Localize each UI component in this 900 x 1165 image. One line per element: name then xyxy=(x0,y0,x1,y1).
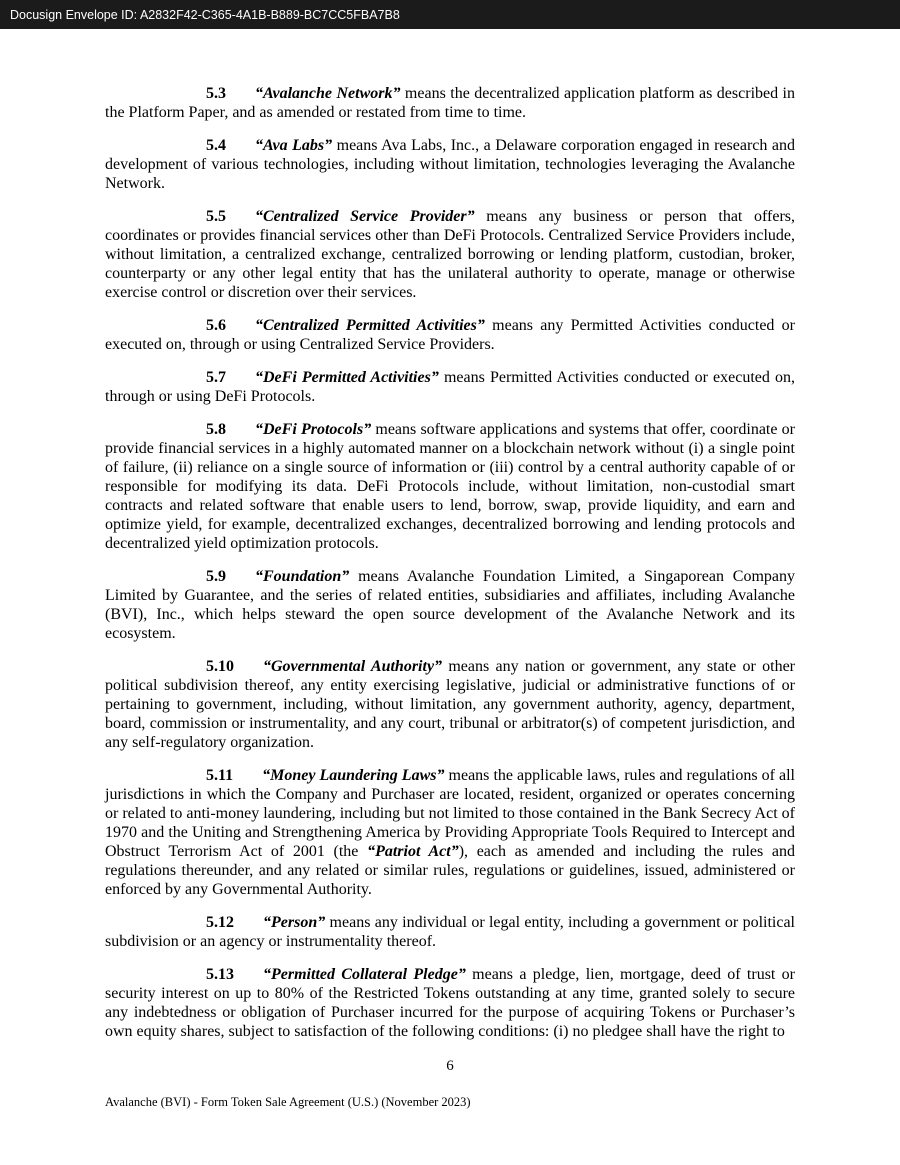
defined-term: “Foundation” xyxy=(255,568,350,585)
section-number: 5.3 xyxy=(206,85,226,102)
defined-term: “Money Laundering Laws” xyxy=(262,767,445,784)
definition-paragraph-5.5 xyxy=(105,207,795,302)
section-number: 5.8 xyxy=(206,421,226,438)
definition-paragraph-5.9 xyxy=(105,567,795,643)
section-number: 5.4 xyxy=(206,137,226,154)
definition-paragraph-5.11 xyxy=(105,766,795,899)
section-number: 5.5 xyxy=(206,208,226,225)
definition-paragraph-5.10 xyxy=(105,657,795,752)
paragraph-text: means a pledge, lien, mortgage, deed of trust or security interest on up to 80% of the Restricted Tokens outstanding at any time, granted solely to secure any indebtedness or obligation of Purchaser incurred for the purpose of acquiring Tokens or Purchaser’s own equity shares, subject to satisfaction of the following conditions: (i) no pledgee shall have the right to xyxy=(105,966,796,1040)
definition-paragraph-5.12 xyxy=(105,913,795,951)
defined-term: “Centralized Service Provider” xyxy=(255,208,475,225)
paragraph-text: means any business or person that offers, coordinates or provides financial services other than DeFi Protocols. Centralized Service Providers include, without limitation, a centralized exchange, centralized borrowing or lending platform, custodian, broker, counterparty or any other legal entity that has the unilateral authority to operate, manage or otherwise exercise control or discretion over their services. xyxy=(105,208,795,301)
defined-term: “Ava Labs” xyxy=(255,137,333,154)
page-number: 6 xyxy=(446,1058,454,1074)
definition-paragraph-5.8 xyxy=(105,420,795,553)
definition-paragraph-5.3 xyxy=(105,84,795,122)
defined-term: “Governmental Authority” xyxy=(263,658,443,675)
section-number: 5.12 xyxy=(206,914,234,931)
paragraph-text: means Permitted Activities conducted or executed on, through or using DeFi Protocols. xyxy=(105,369,796,405)
section-number: 5.10 xyxy=(206,658,234,675)
paragraph-text: means the applicable laws, rules and regulations of all jurisdictions in which the Company and Purchaser are located, resident, organized or operates concerning or related to anti-money laundering, including but not limited to those contained in the Bank Secrecy Act of 1970 and the Uniting and Strengthening America by Providing Appropriate Tools Required to Intercept and Obstruct Terrorism Act of 2001 (the xyxy=(105,767,795,860)
paragraph-text: ), each as amended and including the rules and regulations thereunder, and any related or similar rules, regulations or guidelines, issued, administered or enforced by any Governmental Authority. xyxy=(105,843,796,898)
defined-term: “Patriot Act” xyxy=(367,843,459,860)
section-number: 5.13 xyxy=(206,966,234,983)
section-number: 5.11 xyxy=(206,767,234,784)
section-number: 5.7 xyxy=(206,369,226,386)
paragraph-text: means any nation or government, any state or other political subdivision thereof, any entity exercising legislative, judicial or administrative functions of or pertaining to government, including, without limitation, any government authority, agency, department, board, commission or instrumentality, and any court, tribunal or arbitrator(s) of competent jurisdiction, and any self-regulatory organization. xyxy=(105,658,795,751)
definition-paragraph-5.7 xyxy=(105,368,795,406)
definitions-section xyxy=(105,84,795,1055)
defined-term: “DeFi Protocols” xyxy=(255,421,372,438)
defined-term: “DeFi Permitted Activities” xyxy=(255,369,439,386)
paragraph-text: means Avalanche Foundation Limited, a Singaporean Company Limited by Guarantee, and the series of related entities, subsidiaries and affiliates, including Avalanche (BVI), Inc., which helps steward the open source development of the Avalanche Network and its ecosystem. xyxy=(105,568,795,642)
paragraph-text: means any individual or legal entity, including a government or political subdivision or an agency or instrumentality thereof. xyxy=(105,914,795,950)
docusign-envelope-id: Docusign Envelope ID: A2832F42-C365-4A1B-B889-BC7CC5FBA7B8 xyxy=(10,7,400,22)
section-number: 5.6 xyxy=(206,317,226,334)
section-number: 5.9 xyxy=(206,568,226,585)
paragraph-text: means software applications and systems that offer, coordinate or provide financial services in a highly automated manner on a blockchain network without (i) a single point of failure, (ii) reliance on a single source of information or (iii) control by a central authority capable of or responsible for modifying its data. DeFi Protocols include, without limitation, non-custodial smart contracts and related software that enable users to lend, borrow, swap, provide liquidity, and earn and optimize yield, for example, decentralized exchanges, decentralized borrowing and lending protocols and decentralized yield optimization protocols. xyxy=(105,421,795,552)
defined-term: “Centralized Permitted Activities” xyxy=(255,317,485,334)
paragraph-text: means the decentralized application platform as described in the Platform Paper, and as amended or restated from time to time. xyxy=(105,85,796,121)
definition-paragraph-5.4 xyxy=(105,136,795,193)
defined-term: “Permitted Collateral Pledge” xyxy=(263,966,466,983)
definition-paragraph-5.13 xyxy=(105,965,795,1041)
definition-paragraph-5.6 xyxy=(105,316,795,354)
defined-term: “Person” xyxy=(263,914,326,931)
paragraph-text: means Ava Labs, Inc., a Delaware corporation engaged in research and development of various technologies, including without limitation, technologies leveraging the Avalanche Network. xyxy=(105,137,795,192)
paragraph-text: means any Permitted Activities conducted or executed on, through or using Centralized Service Providers. xyxy=(105,317,795,353)
defined-term: “Avalanche Network” xyxy=(255,85,401,102)
docusign-envelope-bar xyxy=(0,0,900,29)
document-footer: Avalanche (BVI) - Form Token Sale Agreement (U.S.) (November 2023) xyxy=(105,1095,471,1109)
